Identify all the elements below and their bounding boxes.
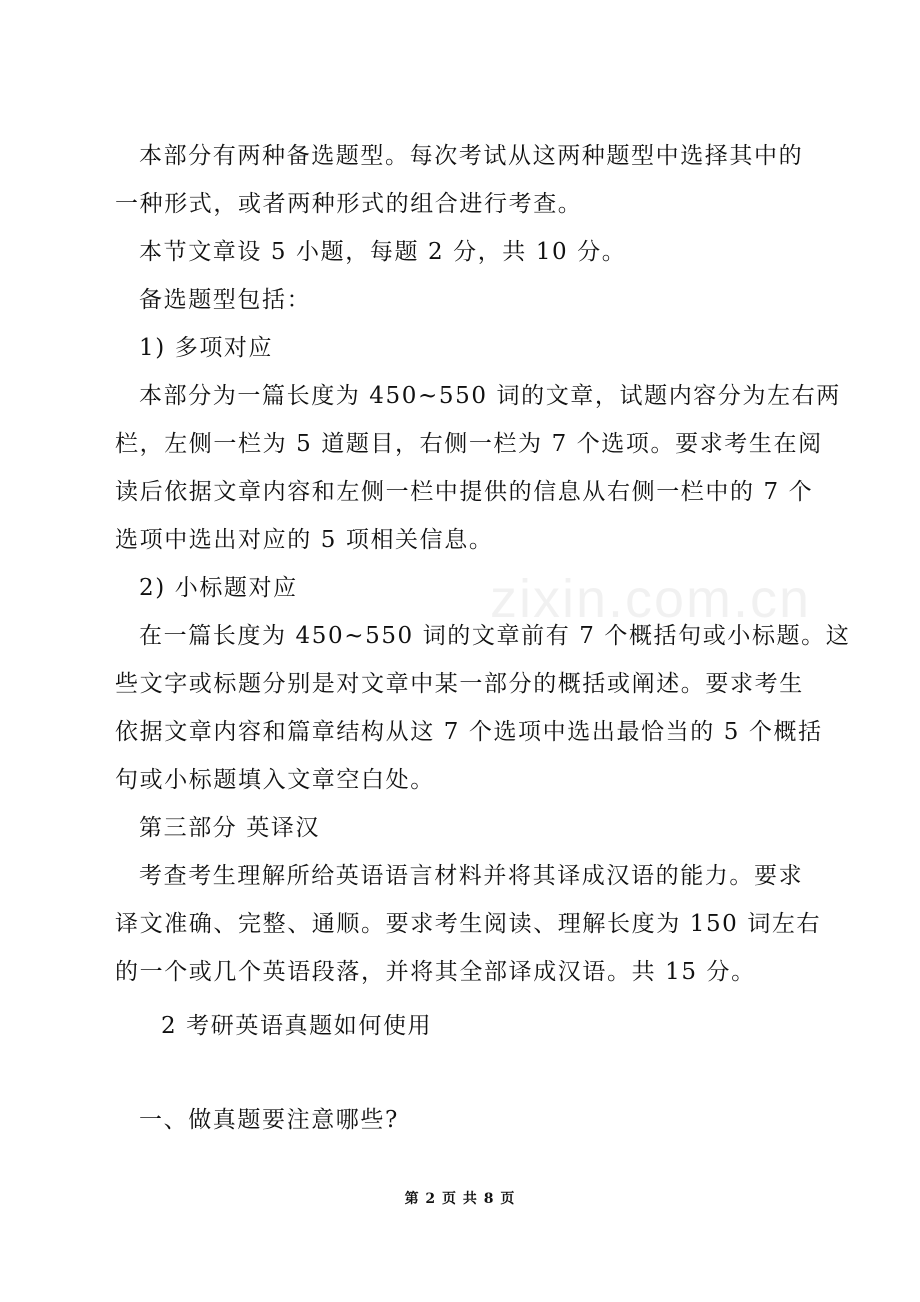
list-item-heading: 1) 多项对应 bbox=[139, 335, 274, 361]
section-heading: 2 考研英语真题如何使用 bbox=[161, 1013, 433, 1039]
page-number-footer: 第 2 页 共 8 页 bbox=[404, 1191, 516, 1207]
paragraph-line: 的一个或几个英语段落，并将其全部译成汉语。共 15 分。 bbox=[115, 959, 756, 985]
paragraph-line: 栏，左侧一栏为 5 道题目，右侧一栏为 7 个选项。要求考生在阅 bbox=[115, 431, 823, 457]
paragraph-line: 一种形式，或者两种形式的组合进行考查。 bbox=[115, 191, 583, 217]
paragraph-line: 些文字或标题分别是对文章中某一部分的概括或阐述。要求考生 bbox=[115, 671, 804, 697]
watermark-text: zixin.com.cn bbox=[490, 569, 812, 629]
paragraph-line: 选项中选出对应的 5 项相关信息。 bbox=[115, 527, 494, 553]
section-heading: 第三部分 英译汉 bbox=[139, 815, 321, 841]
paragraph-line: 本部分有两种备选题型。每次考试从这两种题型中选择其中的 bbox=[139, 143, 804, 169]
paragraph-line: 句或小标题填入文章空白处。 bbox=[115, 767, 435, 793]
section-heading: 一、做真题要注意哪些? bbox=[139, 1107, 399, 1133]
paragraph-line: 考查考生理解所给英语语言材料并将其译成汉语的能力。要求 bbox=[139, 863, 804, 889]
paragraph-line: 本节文章设 5 小题，每题 2 分，共 10 分。 bbox=[139, 239, 627, 265]
paragraph-line: 在一篇长度为 450~550 词的文章前有 7 个概括句或小标题。这 bbox=[139, 623, 851, 649]
paragraph-line: 读后依据文章内容和左侧一栏中提供的信息从右侧一栏中的 7 个 bbox=[115, 479, 814, 505]
paragraph-line: 备选题型包括： bbox=[139, 287, 312, 313]
paragraph-line: 本部分为一篇长度为 450~550 词的文章，试题内容分为左右两 bbox=[139, 383, 841, 409]
paragraph-line: 译文准确、完整、通顺。要求考生阅读、理解长度为 150 词左右 bbox=[115, 911, 822, 937]
paragraph-line: 依据文章内容和篇章结构从这 7 个选项中选出最恰当的 5 个概括 bbox=[115, 719, 823, 745]
list-item-heading: 2) 小标题对应 bbox=[139, 575, 298, 601]
